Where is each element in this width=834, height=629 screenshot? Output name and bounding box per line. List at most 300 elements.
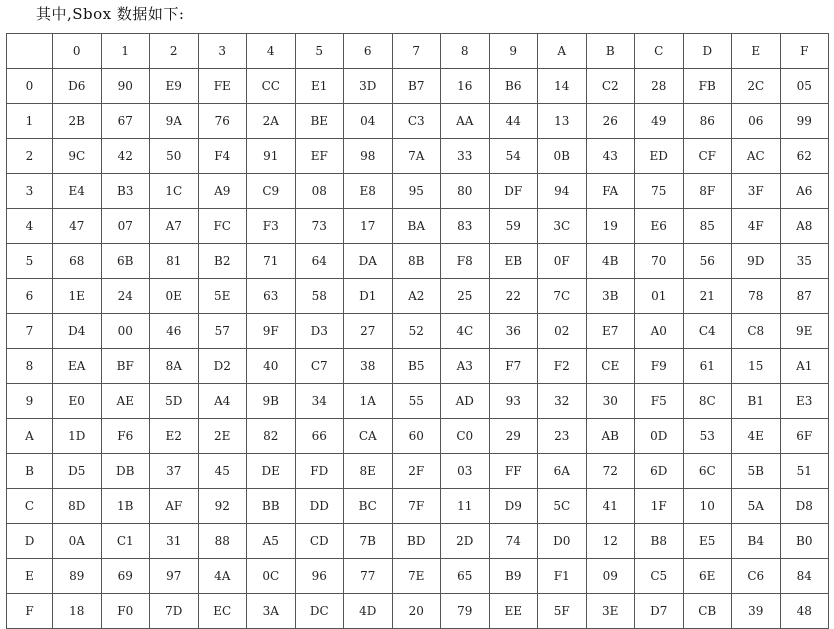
sbox-cell: 37	[150, 454, 199, 489]
table-row	[7, 419, 829, 454]
sbox-cell: B1	[732, 384, 781, 419]
sbox-cell: 91	[247, 139, 296, 174]
sbox-cell: 9D	[732, 244, 781, 279]
sbox-cell: 10	[683, 489, 732, 524]
sbox-cell: 6C	[683, 454, 732, 489]
sbox-cell: 69	[101, 559, 150, 594]
row-header: F	[7, 594, 53, 629]
sbox-cell: 70	[635, 244, 684, 279]
sbox-cell: 86	[683, 104, 732, 139]
sbox-cell: A2	[392, 279, 441, 314]
sbox-cell: 03	[441, 454, 490, 489]
row-header: 1	[7, 104, 53, 139]
table-row	[7, 279, 829, 314]
sbox-cell: 52	[392, 314, 441, 349]
sbox-cell: 4F	[732, 209, 781, 244]
sbox-cell: 13	[538, 104, 587, 139]
sbox-cell: 2E	[198, 419, 247, 454]
sbox-cell: EA	[53, 349, 102, 384]
sbox-cell: 28	[635, 69, 684, 104]
sbox-cell: EF	[295, 139, 344, 174]
sbox-cell: 49	[635, 104, 684, 139]
column-header: 9	[489, 34, 538, 69]
sbox-cell: C3	[392, 104, 441, 139]
sbox-cell: 8F	[683, 174, 732, 209]
sbox-cell: 30	[586, 384, 635, 419]
table-row	[7, 349, 829, 384]
sbox-cell: E0	[53, 384, 102, 419]
sbox-cell: 3F	[732, 174, 781, 209]
sbox-cell: 6B	[101, 244, 150, 279]
row-header: 9	[7, 384, 53, 419]
sbox-cell: D6	[53, 69, 102, 104]
sbox-cell: 2B	[53, 104, 102, 139]
sbox-cell: FC	[198, 209, 247, 244]
sbox-cell: E1	[295, 69, 344, 104]
row-header: C	[7, 489, 53, 524]
sbox-cell: 5D	[150, 384, 199, 419]
row-header: B	[7, 454, 53, 489]
sbox-cell: A1	[780, 349, 829, 384]
sbox-cell: 04	[344, 104, 393, 139]
sbox-cell: A6	[780, 174, 829, 209]
sbox-cell: 4D	[344, 594, 393, 629]
sbox-cell: B6	[489, 69, 538, 104]
sbox-cell: D7	[635, 594, 684, 629]
sbox-cell: 25	[441, 279, 490, 314]
sbox-cell: 85	[683, 209, 732, 244]
sbox-cell: F7	[489, 349, 538, 384]
sbox-cell: D0	[538, 524, 587, 559]
sbox-cell: E3	[780, 384, 829, 419]
sbox-cell: 45	[198, 454, 247, 489]
sbox-cell: CE	[586, 349, 635, 384]
sbox-cell: DD	[295, 489, 344, 524]
sbox-cell: C2	[586, 69, 635, 104]
sbox-cell: 26	[586, 104, 635, 139]
sbox-cell: B3	[101, 174, 150, 209]
sbox-cell: 6D	[635, 454, 684, 489]
sbox-cell: 09	[586, 559, 635, 594]
row-header: 6	[7, 279, 53, 314]
sbox-cell: 18	[53, 594, 102, 629]
sbox-cell: A7	[150, 209, 199, 244]
sbox-cell: E4	[53, 174, 102, 209]
sbox-cell: BB	[247, 489, 296, 524]
table-row	[7, 244, 829, 279]
sbox-cell: 2C	[732, 69, 781, 104]
sbox-cell: 89	[53, 559, 102, 594]
sbox-cell: 50	[150, 139, 199, 174]
sbox-cell: CB	[683, 594, 732, 629]
table-row	[7, 594, 829, 629]
sbox-cell: 33	[441, 139, 490, 174]
sbox-cell: 0E	[150, 279, 199, 314]
sbox-cell: 14	[538, 69, 587, 104]
sbox-cell: BC	[344, 489, 393, 524]
row-header: 0	[7, 69, 53, 104]
sbox-cell: F8	[441, 244, 490, 279]
sbox-cell: 22	[489, 279, 538, 314]
column-header: B	[586, 34, 635, 69]
sbox-cell: C4	[683, 314, 732, 349]
sbox-cell: 47	[53, 209, 102, 244]
column-header: 6	[344, 34, 393, 69]
sbox-cell: 1F	[635, 489, 684, 524]
sbox-cell: B2	[198, 244, 247, 279]
table-row	[7, 454, 829, 489]
sbox-cell: 02	[538, 314, 587, 349]
sbox-cell: 3C	[538, 209, 587, 244]
sbox-cell: A0	[635, 314, 684, 349]
sbox-cell: 94	[538, 174, 587, 209]
sbox-cell: AE	[101, 384, 150, 419]
sbox-cell: 1B	[101, 489, 150, 524]
sbox-cell: 66	[295, 419, 344, 454]
sbox-cell: 65	[441, 559, 490, 594]
column-header: 3	[198, 34, 247, 69]
table-row	[7, 209, 829, 244]
sbox-cell: 6A	[538, 454, 587, 489]
sbox-cell: 4B	[586, 244, 635, 279]
sbox-cell: 43	[586, 139, 635, 174]
sbox-cell: 1A	[344, 384, 393, 419]
row-header: E	[7, 559, 53, 594]
caption-text: 其中,Sbox 数据如下:	[36, 5, 185, 23]
column-header: C	[635, 34, 684, 69]
sbox-cell: C0	[441, 419, 490, 454]
sbox-cell: D3	[295, 314, 344, 349]
sbox-cell: C9	[247, 174, 296, 209]
sbox-cell: 73	[295, 209, 344, 244]
sbox-cell: 48	[780, 594, 829, 629]
sbox-cell: 16	[441, 69, 490, 104]
sbox-cell: DA	[344, 244, 393, 279]
sbox-cell: B5	[392, 349, 441, 384]
sbox-cell: EE	[489, 594, 538, 629]
sbox-cell: D5	[53, 454, 102, 489]
sbox-cell: 87	[780, 279, 829, 314]
sbox-cell: 9A	[150, 104, 199, 139]
row-header: 3	[7, 174, 53, 209]
sbox-cell: 68	[53, 244, 102, 279]
sbox-cell: AA	[441, 104, 490, 139]
sbox-cell: DE	[247, 454, 296, 489]
row-header: 7	[7, 314, 53, 349]
sbox-cell: 05	[780, 69, 829, 104]
sbox-cell: 75	[635, 174, 684, 209]
sbox-cell: AC	[732, 139, 781, 174]
sbox-cell: 7E	[392, 559, 441, 594]
sbox-cell: 1E	[53, 279, 102, 314]
sbox-cell: F1	[538, 559, 587, 594]
sbox-cell: 56	[683, 244, 732, 279]
sbox-cell: 76	[198, 104, 247, 139]
sbox-cell: BA	[392, 209, 441, 244]
row-header: 5	[7, 244, 53, 279]
sbox-cell: 24	[101, 279, 150, 314]
sbox-cell: 3D	[344, 69, 393, 104]
corner-cell	[7, 34, 53, 69]
sbox-cell: 71	[247, 244, 296, 279]
sbox-cell: E2	[150, 419, 199, 454]
sbox-cell: 54	[489, 139, 538, 174]
sbox-table-body	[7, 34, 829, 629]
sbox-cell: 62	[780, 139, 829, 174]
sbox-cell: 35	[780, 244, 829, 279]
sbox-cell: C7	[295, 349, 344, 384]
sbox-cell: 8D	[53, 489, 102, 524]
sbox-cell: DB	[101, 454, 150, 489]
sbox-cell: 97	[150, 559, 199, 594]
sbox-cell: 79	[441, 594, 490, 629]
sbox-cell: A8	[780, 209, 829, 244]
sbox-cell: B0	[780, 524, 829, 559]
sbox-cell: 46	[150, 314, 199, 349]
sbox-cell: 93	[489, 384, 538, 419]
sbox-cell: A9	[198, 174, 247, 209]
sbox-cell: 5E	[198, 279, 247, 314]
sbox-cell: 78	[732, 279, 781, 314]
sbox-cell: 3E	[586, 594, 635, 629]
column-header: 1	[101, 34, 150, 69]
sbox-cell: B8	[635, 524, 684, 559]
table-row	[7, 524, 829, 559]
sbox-cell: FA	[586, 174, 635, 209]
sbox-cell: C5	[635, 559, 684, 594]
sbox-cell: 0F	[538, 244, 587, 279]
sbox-cell: C1	[101, 524, 150, 559]
sbox-cell: B7	[392, 69, 441, 104]
sbox-cell: 0A	[53, 524, 102, 559]
sbox-cell: 8A	[150, 349, 199, 384]
sbox-cell: F2	[538, 349, 587, 384]
sbox-cell: 9E	[780, 314, 829, 349]
sbox-cell: 8B	[392, 244, 441, 279]
sbox-cell: 7D	[150, 594, 199, 629]
column-header: 2	[150, 34, 199, 69]
sbox-cell: 90	[101, 69, 150, 104]
sbox-cell: FF	[489, 454, 538, 489]
sbox-cell: 98	[344, 139, 393, 174]
column-header: A	[538, 34, 587, 69]
sbox-cell: 42	[101, 139, 150, 174]
sbox-cell: 7C	[538, 279, 587, 314]
sbox-cell: 21	[683, 279, 732, 314]
sbox-cell: 3A	[247, 594, 296, 629]
sbox-cell: 92	[198, 489, 247, 524]
table-row	[7, 489, 829, 524]
sbox-cell: 60	[392, 419, 441, 454]
sbox-cell: 19	[586, 209, 635, 244]
table-row	[7, 384, 829, 419]
sbox-cell: 20	[392, 594, 441, 629]
sbox-cell: F3	[247, 209, 296, 244]
sbox-cell: 38	[344, 349, 393, 384]
sbox-cell: 0B	[538, 139, 587, 174]
sbox-cell: BF	[101, 349, 150, 384]
sbox-cell: D4	[53, 314, 102, 349]
table-row	[7, 314, 829, 349]
sbox-cell: B9	[489, 559, 538, 594]
sbox-cell: D1	[344, 279, 393, 314]
sbox-cell: 72	[586, 454, 635, 489]
sbox-cell: 5A	[732, 489, 781, 524]
sbox-cell: 0C	[247, 559, 296, 594]
sbox-cell: 53	[683, 419, 732, 454]
sbox-cell: 88	[198, 524, 247, 559]
sbox-cell: 27	[344, 314, 393, 349]
sbox-cell: A5	[247, 524, 296, 559]
sbox-cell: 40	[247, 349, 296, 384]
sbox-cell: 5C	[538, 489, 587, 524]
sbox-cell: E7	[586, 314, 635, 349]
table-row	[7, 139, 829, 174]
table-row	[7, 559, 829, 594]
sbox-cell: D2	[198, 349, 247, 384]
sbox-cell: 34	[295, 384, 344, 419]
sbox-cell: 44	[489, 104, 538, 139]
sbox-cell: F5	[635, 384, 684, 419]
row-header: 4	[7, 209, 53, 244]
sbox-cell: 4C	[441, 314, 490, 349]
sbox-cell: 99	[780, 104, 829, 139]
sbox-cell: FB	[683, 69, 732, 104]
table-row	[7, 69, 829, 104]
row-header: D	[7, 524, 53, 559]
sbox-cell: 07	[101, 209, 150, 244]
sbox-cell: E9	[150, 69, 199, 104]
sbox-cell: 59	[489, 209, 538, 244]
sbox-cell: 96	[295, 559, 344, 594]
sbox-cell: 2F	[392, 454, 441, 489]
sbox-cell: CC	[247, 69, 296, 104]
sbox-cell: 41	[586, 489, 635, 524]
table-row	[7, 174, 829, 209]
sbox-cell: 81	[150, 244, 199, 279]
column-header: E	[732, 34, 781, 69]
sbox-cell: 4A	[198, 559, 247, 594]
sbox-cell: 5B	[732, 454, 781, 489]
sbox-cell: 2D	[441, 524, 490, 559]
sbox-cell: E8	[344, 174, 393, 209]
sbox-cell: CF	[683, 139, 732, 174]
sbox-cell: 51	[780, 454, 829, 489]
sbox-cell: E5	[683, 524, 732, 559]
sbox-cell: A4	[198, 384, 247, 419]
sbox-cell: DC	[295, 594, 344, 629]
sbox-cell: D8	[780, 489, 829, 524]
sbox-cell: 95	[392, 174, 441, 209]
column-header: 0	[53, 34, 102, 69]
sbox-cell: 9C	[53, 139, 102, 174]
sbox-cell: EB	[489, 244, 538, 279]
sbox-cell: 39	[732, 594, 781, 629]
sbox-cell: 06	[732, 104, 781, 139]
sbox-cell: 23	[538, 419, 587, 454]
sbox-cell: FE	[198, 69, 247, 104]
sbox-cell: AF	[150, 489, 199, 524]
sbox-cell: C6	[732, 559, 781, 594]
table-row	[7, 104, 829, 139]
row-header: 8	[7, 349, 53, 384]
sbox-cell: 64	[295, 244, 344, 279]
sbox-cell: 31	[150, 524, 199, 559]
sbox-cell: F0	[101, 594, 150, 629]
sbox-cell: 12	[586, 524, 635, 559]
sbox-cell: F9	[635, 349, 684, 384]
sbox-cell: 1C	[150, 174, 199, 209]
sbox-cell: 9F	[247, 314, 296, 349]
sbox-cell: 6F	[780, 419, 829, 454]
sbox-cell: 7A	[392, 139, 441, 174]
sbox-cell: 61	[683, 349, 732, 384]
sbox-cell: 17	[344, 209, 393, 244]
column-header: F	[780, 34, 829, 69]
sbox-cell: FD	[295, 454, 344, 489]
sbox-cell: 83	[441, 209, 490, 244]
sbox-cell: 15	[732, 349, 781, 384]
sbox-cell: 0D	[635, 419, 684, 454]
sbox-cell: 4E	[732, 419, 781, 454]
sbox-cell: 84	[780, 559, 829, 594]
sbox-cell: ED	[635, 139, 684, 174]
sbox-cell: DF	[489, 174, 538, 209]
sbox-cell: 58	[295, 279, 344, 314]
sbox-cell: CA	[344, 419, 393, 454]
sbox-cell: 01	[635, 279, 684, 314]
sbox-cell: 08	[295, 174, 344, 209]
row-header: A	[7, 419, 53, 454]
sbox-cell: 77	[344, 559, 393, 594]
row-header: 2	[7, 139, 53, 174]
column-header: 4	[247, 34, 296, 69]
sbox-table	[6, 33, 829, 629]
sbox-cell: 7F	[392, 489, 441, 524]
sbox-cell: D9	[489, 489, 538, 524]
sbox-cell: 82	[247, 419, 296, 454]
header-row	[7, 34, 829, 69]
sbox-cell: A3	[441, 349, 490, 384]
sbox-cell: 11	[441, 489, 490, 524]
sbox-cell: 63	[247, 279, 296, 314]
sbox-cell: AB	[586, 419, 635, 454]
sbox-cell: B4	[732, 524, 781, 559]
sbox-cell: F6	[101, 419, 150, 454]
sbox-cell: 6E	[683, 559, 732, 594]
sbox-cell: 55	[392, 384, 441, 419]
sbox-cell: 32	[538, 384, 587, 419]
sbox-cell: AD	[441, 384, 490, 419]
sbox-cell: 1D	[53, 419, 102, 454]
sbox-cell: 74	[489, 524, 538, 559]
sbox-cell: 57	[198, 314, 247, 349]
column-header: 5	[295, 34, 344, 69]
sbox-cell: E6	[635, 209, 684, 244]
sbox-cell: 36	[489, 314, 538, 349]
sbox-cell: C8	[732, 314, 781, 349]
sbox-cell: 8C	[683, 384, 732, 419]
sbox-cell: EC	[198, 594, 247, 629]
sbox-cell: 67	[101, 104, 150, 139]
sbox-cell: 7B	[344, 524, 393, 559]
sbox-cell: 29	[489, 419, 538, 454]
sbox-cell: CD	[295, 524, 344, 559]
column-header: 7	[392, 34, 441, 69]
column-header: D	[683, 34, 732, 69]
sbox-cell: 00	[101, 314, 150, 349]
sbox-cell: 80	[441, 174, 490, 209]
